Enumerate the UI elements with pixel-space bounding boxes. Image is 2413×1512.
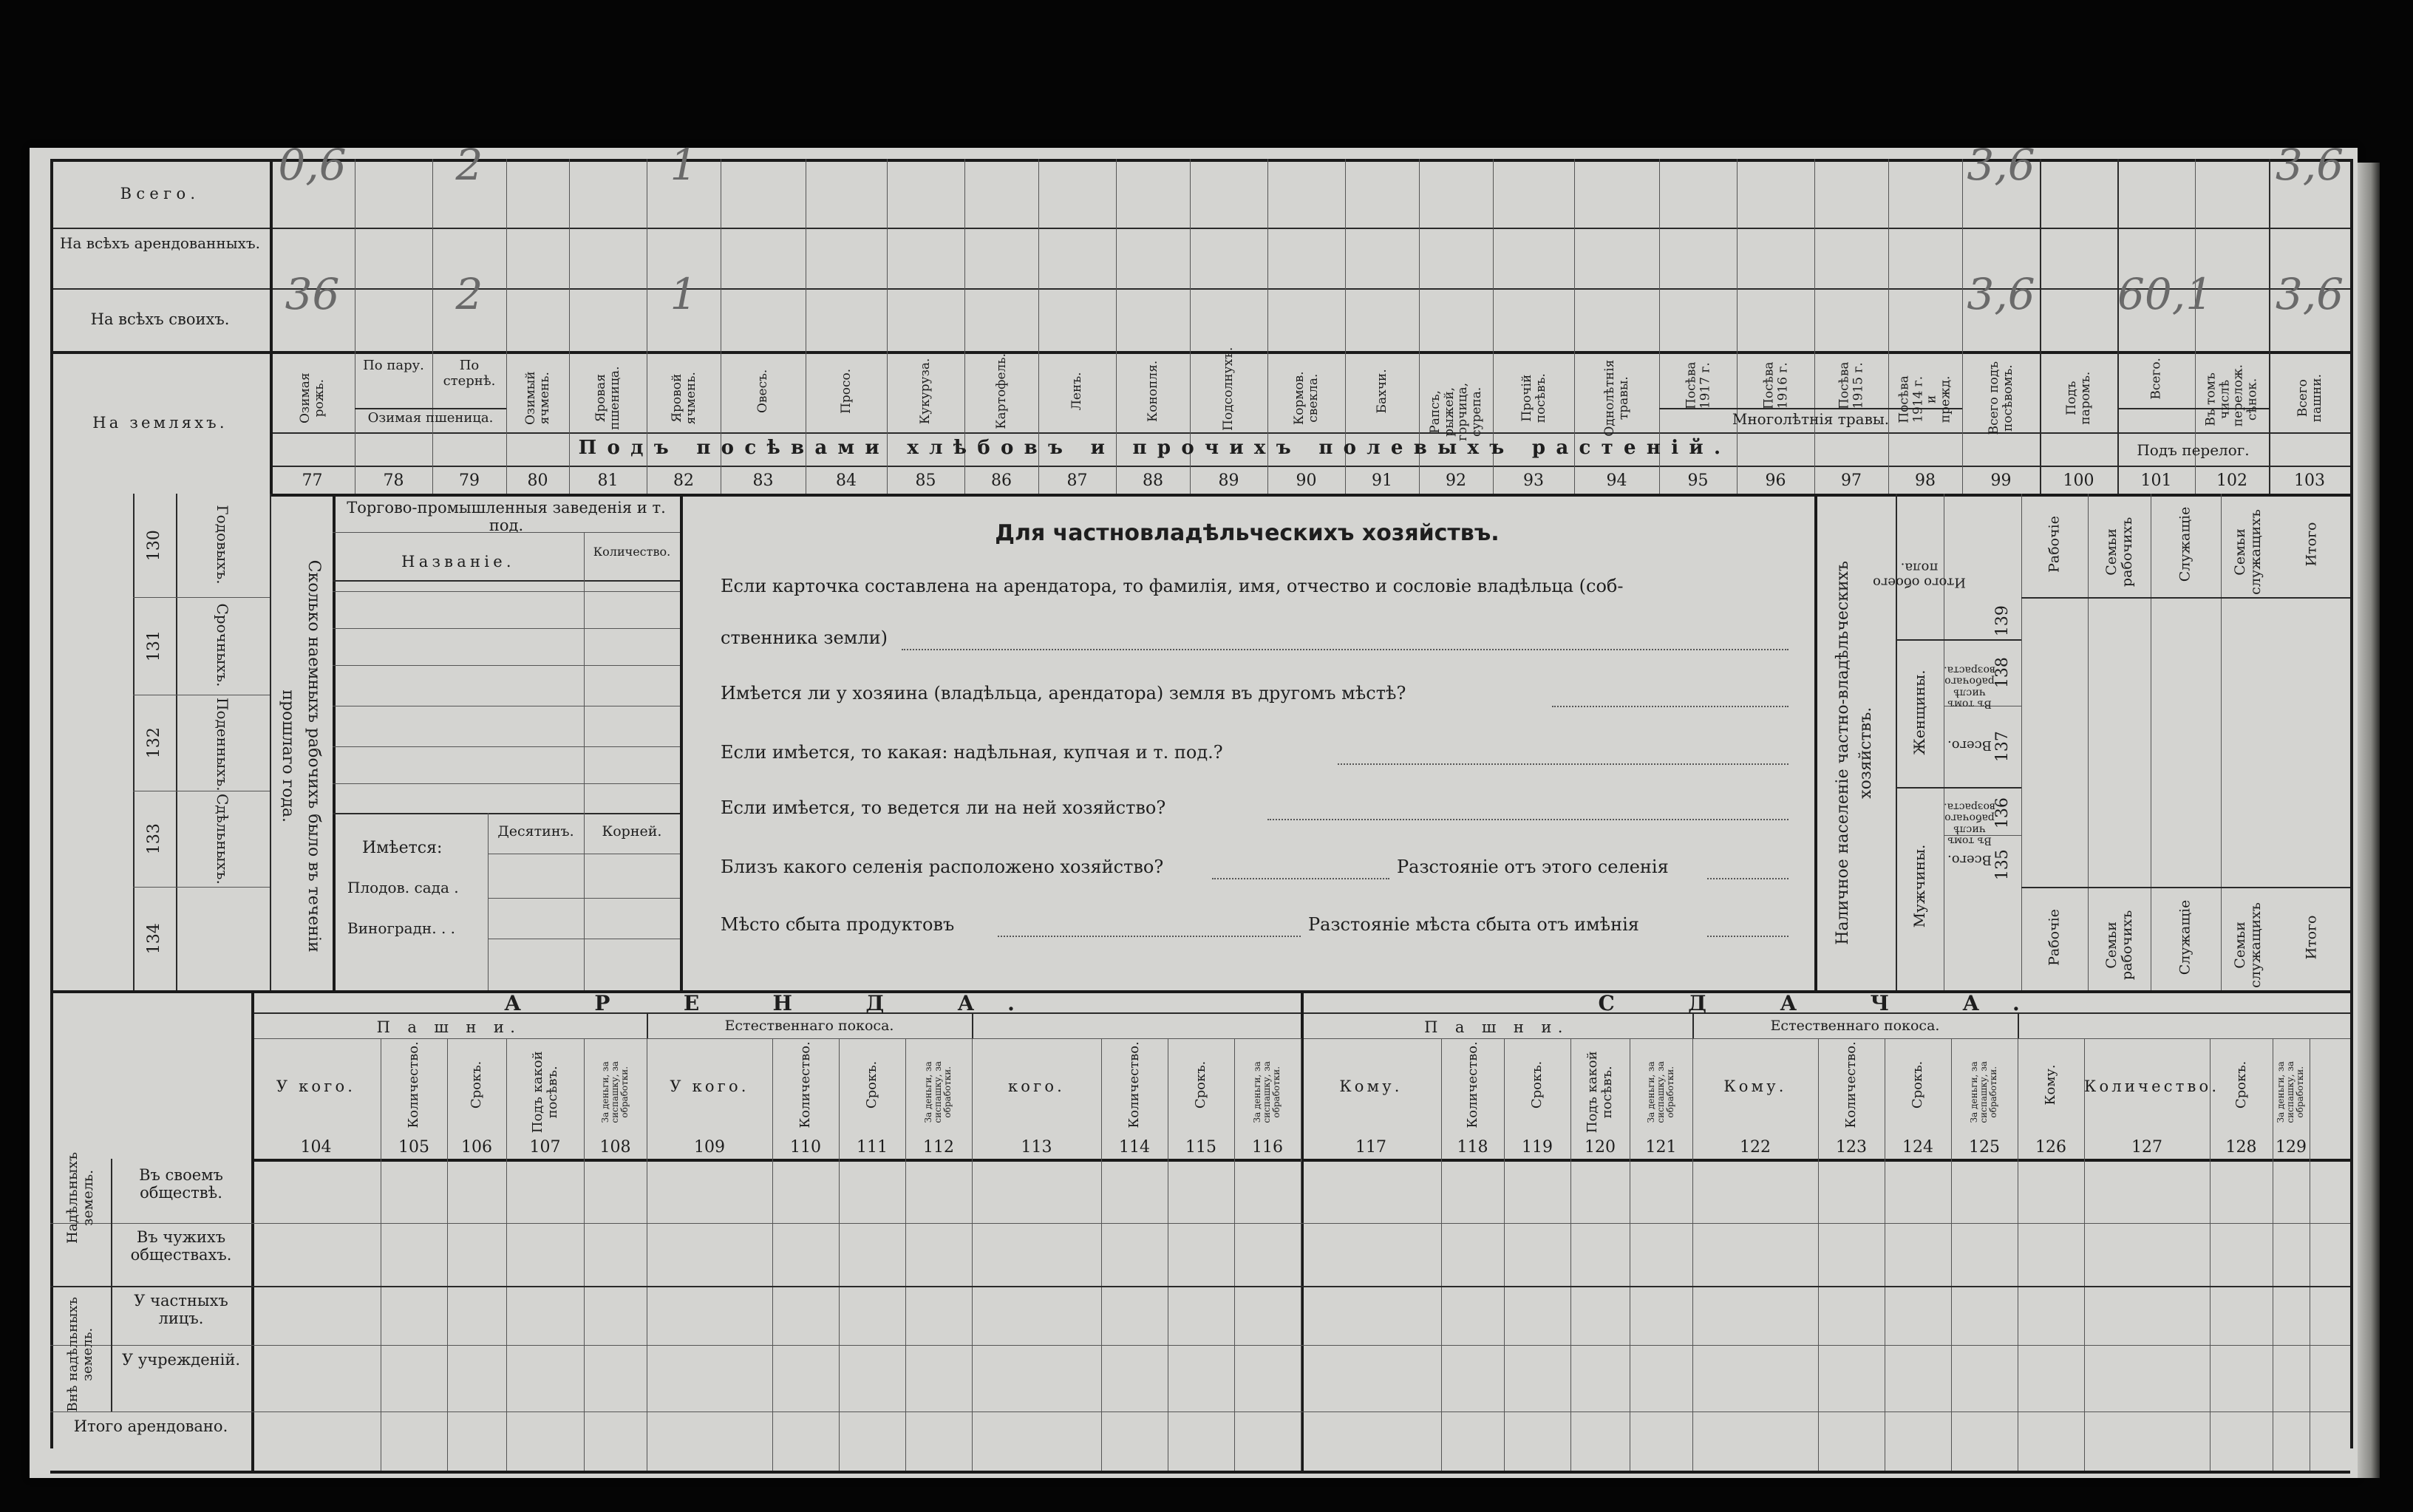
question-other-land: Имѣется ли у хозяина (владѣльца, арендатора) земля въ другомъ мѣстѣ? xyxy=(721,683,1406,704)
crop-header: Однолѣтнія травы. xyxy=(1602,359,1631,437)
column-number: 91 xyxy=(1372,471,1392,490)
rule-line xyxy=(972,1012,973,1038)
crop-header: Яровая пшеница. xyxy=(593,366,622,430)
column-number: 117 xyxy=(1355,1138,1386,1157)
crop-header: Въ томъ числѣ перелож. сѣнок. xyxy=(2203,364,2260,427)
lease-col-header: Количество. xyxy=(1464,1041,1480,1128)
lease-col-header: Подъ какой посѣвъ. xyxy=(529,1051,560,1134)
column-number: 100 xyxy=(2063,471,2094,490)
left-col-number: 130 xyxy=(144,530,163,562)
column-number: 120 xyxy=(1585,1138,1616,1157)
left-col-label: Годовыхъ. xyxy=(214,505,231,585)
rule-line xyxy=(2350,159,2353,1448)
pop-num: 136 xyxy=(1992,797,2012,829)
rule-line xyxy=(333,628,680,629)
column-number: 108 xyxy=(599,1138,631,1157)
rule-line xyxy=(2084,1038,2085,1471)
rule-line xyxy=(1814,494,1817,990)
crop-header: Овесъ. xyxy=(755,369,771,413)
pop-col-foot: Служащіе xyxy=(2177,899,2194,975)
crop-header: Посѣва 1917 г. xyxy=(1683,361,1712,409)
column-number: 94 xyxy=(1606,471,1627,490)
rule-line xyxy=(176,494,177,990)
rule-line xyxy=(2210,1038,2211,1471)
rule-line xyxy=(50,1471,2350,1474)
row-label: У учрежденій. xyxy=(121,1351,241,1369)
workers-question: Сколько наемныхъ рабочихъ было въ теченіи прошлаго года. xyxy=(279,559,324,953)
pop-rab: Въ томъ числѣ рабочаго возраста. xyxy=(1944,664,1995,710)
rule-line xyxy=(488,898,680,899)
rule-line xyxy=(2088,494,2089,990)
question-owner-cont: ственника земли) xyxy=(721,627,888,648)
rule-line xyxy=(1951,1038,1952,1471)
rule-line xyxy=(333,580,680,582)
crop-header: Посѣва 1916 г. xyxy=(1760,361,1790,409)
column-number: 98 xyxy=(1915,471,1936,490)
pop-num: 139 xyxy=(1992,605,2012,637)
question-village: Близъ какого селенія расположено хозяйство? xyxy=(721,857,1164,877)
column-number: 114 xyxy=(1119,1138,1150,1157)
rule-line xyxy=(270,466,2350,467)
sdacha-pokos: Естественнаго покоса. xyxy=(1770,1018,1940,1034)
question-market-dist: Разстояніе мѣста сбыта отъ имѣнія xyxy=(1308,914,1639,935)
fill-line xyxy=(1707,878,1789,879)
crop-header: Посѣва 1915 г. xyxy=(1837,361,1865,409)
left-col-label: Сдѣльныхъ. xyxy=(214,794,231,885)
have-desyatin: Десятинъ. xyxy=(497,823,574,840)
column-number: 119 xyxy=(1522,1138,1553,1157)
crop-header: Яровой ячмень. xyxy=(669,371,698,424)
crop-header: Подъ паромъ. xyxy=(2063,371,2093,425)
rule-line xyxy=(50,228,2350,229)
column-number: 106 xyxy=(461,1138,492,1157)
column-number: 128 xyxy=(2225,1138,2257,1157)
lease-col-header: Количество. xyxy=(2084,1077,2220,1095)
rule-line xyxy=(333,783,680,784)
rule-line xyxy=(772,1038,773,1471)
question-owner: Если карточка составлена на арендатора, то фамилія, имя, отчество и сословіе владѣльца (соб- xyxy=(721,576,1624,596)
column-number: 89 xyxy=(1218,471,1239,490)
column-number: 118 xyxy=(1457,1138,1488,1157)
lease-col-header: Срокъ. xyxy=(1529,1060,1545,1109)
crop-header: Просо. xyxy=(838,368,854,414)
column-number: 80 xyxy=(527,471,548,490)
rule-line xyxy=(2021,494,2022,990)
rule-line xyxy=(2021,597,2350,599)
fill-line xyxy=(1267,819,1789,820)
pop-col-foot: Рабочіе xyxy=(2046,909,2063,966)
handwritten-value: 3,6 xyxy=(2275,140,2344,190)
arenda-pashni: П а ш н и. xyxy=(376,1018,522,1036)
crop-header: Ленъ. xyxy=(1069,371,1085,410)
rule-line xyxy=(355,408,506,409)
lease-col-header: Количество. xyxy=(1843,1041,1859,1128)
pop-men: Мужчины. xyxy=(1910,844,1928,928)
crop-header: Бахчи. xyxy=(1374,368,1389,413)
lease-col-header: Кому. xyxy=(1723,1077,1787,1095)
rule-line xyxy=(50,1345,2350,1346)
column-number: 125 xyxy=(1969,1138,2000,1157)
question-land-type: Если имѣется, то какая: надѣльная, купчая и т. под.? xyxy=(721,742,1223,763)
rule-line xyxy=(447,1038,448,1471)
have-vinograd: Виноградн. . . xyxy=(347,919,456,937)
trade-qty-header: Количество. xyxy=(593,545,671,559)
rule-line xyxy=(50,159,53,1448)
have-label: Имѣется: xyxy=(362,839,443,857)
pop-col-head: Итого xyxy=(2303,522,2320,567)
column-number: 110 xyxy=(790,1138,821,1157)
crop-header: По стернѣ. xyxy=(443,358,496,389)
row-label-arendovannykh: На всѣхъ арендованныхъ. xyxy=(60,234,260,252)
column-number: 102 xyxy=(2216,471,2247,490)
column-number: 95 xyxy=(1687,471,1709,490)
have-korney: Корней. xyxy=(602,823,662,840)
fill-line xyxy=(1552,706,1789,707)
rule-line xyxy=(2269,159,2270,494)
crop-header: Кукуруза. xyxy=(918,358,933,424)
crop-header: Посѣва 1914 г. и прежд. xyxy=(1896,375,1953,423)
group-mnogoletnie-travy: Многолѣтнія травы. xyxy=(1732,410,1890,428)
lease-col-header: Срокъ. xyxy=(1910,1060,1926,1109)
rule-line xyxy=(333,746,680,747)
handwritten-value: 36 xyxy=(285,269,340,319)
pop-col-head: Семьи рабочихъ xyxy=(2103,517,2135,588)
rule-line xyxy=(133,597,270,598)
column-number: 109 xyxy=(694,1138,725,1157)
crop-header: Конопля. xyxy=(1145,360,1160,422)
column-number: 90 xyxy=(1296,471,1317,490)
pop-col-head: Служащіе xyxy=(2177,506,2194,582)
lease-col-header: Подъ какой посѣвъ. xyxy=(1585,1051,1615,1134)
lease-col-header: За деньги, за сиспашку, за обработки. xyxy=(599,1060,630,1123)
row-label-svoikh: На всѣхъ своихъ. xyxy=(90,310,230,328)
column-number: 88 xyxy=(1143,471,1163,490)
handwritten-value: 0,6 xyxy=(278,140,347,190)
rule-line xyxy=(270,494,2350,497)
crop-header: Прочій посѣвъ. xyxy=(1519,372,1548,423)
column-number: 111 xyxy=(857,1138,888,1157)
rule-line xyxy=(2018,1012,2019,1038)
row-label-na-zemlyakh: На земляхъ. xyxy=(92,414,228,432)
column-number: 123 xyxy=(1836,1138,1867,1157)
rule-line xyxy=(680,494,683,990)
column-number: 115 xyxy=(1185,1138,1216,1157)
column-number: 84 xyxy=(836,471,857,490)
column-number: 122 xyxy=(1740,1138,1771,1157)
crop-header: Кормов. свекла. xyxy=(1291,370,1321,425)
column-number: 81 xyxy=(597,471,619,490)
pop-women: Женщины. xyxy=(1910,670,1928,755)
question-farming: Если имѣется, то ведется ли на ней хозяйство? xyxy=(721,797,1166,818)
handwritten-value: 3,6 xyxy=(2275,269,2344,319)
column-number: 127 xyxy=(2131,1138,2162,1157)
fill-line xyxy=(1707,936,1789,937)
rule-line xyxy=(50,351,2350,354)
rule-line xyxy=(1692,1038,1693,1471)
left-col-label: Поденныхъ. xyxy=(214,698,231,791)
rule-line xyxy=(972,1038,973,1471)
row-label-itogo: Итого арендовано. xyxy=(73,1417,228,1435)
column-number: 79 xyxy=(459,471,480,490)
column-number: 97 xyxy=(1841,471,1862,490)
crop-header: Всего подъ посѣвомъ. xyxy=(1986,361,2015,435)
pop-col-foot: Семьи служащихъ xyxy=(2232,902,2264,988)
pop-col-head: Семьи служащихъ xyxy=(2232,508,2264,595)
arenda-pokos: Естественнаго покоса. xyxy=(724,1018,894,1034)
row-group-nadelnykh: Надѣльныхъ земель. xyxy=(64,1151,96,1244)
column-number: 126 xyxy=(2035,1138,2066,1157)
rule-line xyxy=(133,494,135,990)
group-ozimaya-pshenitsa: Озимая пшеница. xyxy=(367,410,494,426)
row-label-vsego: Всего. xyxy=(120,185,200,202)
rule-line xyxy=(584,1038,585,1471)
rule-line xyxy=(2040,159,2041,494)
rule-line xyxy=(133,887,270,888)
crop-header: Всего. xyxy=(2148,358,2164,400)
left-col-number: 134 xyxy=(144,923,163,955)
rule-line xyxy=(1896,787,2021,789)
column-number: 101 xyxy=(2140,471,2172,490)
rule-line xyxy=(1818,1038,1819,1471)
column-number: 83 xyxy=(752,471,774,490)
column-number: 87 xyxy=(1066,471,1088,490)
column-number: 85 xyxy=(915,471,936,490)
handwritten-value: 60,1 xyxy=(2117,269,2213,319)
private-title: Для частновладѣльческихъ хозяйствъ. xyxy=(995,520,1500,546)
rule-line xyxy=(50,1411,2350,1412)
lease-col-header: Кому. xyxy=(2043,1064,2059,1106)
rule-line xyxy=(1570,1038,1571,1471)
column-number: 99 xyxy=(1990,471,2012,490)
pop-num: 137 xyxy=(1992,731,2012,763)
rule-line xyxy=(1101,1038,1102,1471)
column-number: 104 xyxy=(300,1138,332,1157)
rule-line xyxy=(50,1223,2350,1224)
section-title-posevy: Подъ посѣвами хлѣбовъ и прочихъ полевыхъ растеній. xyxy=(578,437,1732,459)
fill-line xyxy=(998,936,1301,937)
arenda-title: А Р Е Н Д А. xyxy=(504,991,1048,1015)
column-number: 82 xyxy=(673,471,694,490)
handwritten-value: 1 xyxy=(670,140,698,190)
rule-line xyxy=(50,1286,2350,1287)
lease-col-header: Срокъ. xyxy=(1193,1060,1209,1109)
left-col-number: 132 xyxy=(144,727,163,759)
lease-col-header: Срокъ. xyxy=(2233,1060,2249,1109)
rule-line xyxy=(333,532,680,533)
lease-col-header: У кого. xyxy=(670,1077,749,1095)
row-label: Въ чужихъ обществахъ. xyxy=(130,1228,232,1264)
left-col-number: 131 xyxy=(144,630,163,662)
crop-header: По пару. xyxy=(363,358,424,373)
question-village-dist: Разстояніе отъ этого селенія xyxy=(1397,857,1669,877)
lease-col-header: Количество. xyxy=(406,1041,422,1128)
column-number: 124 xyxy=(1902,1138,1933,1157)
have-sad: Плодов. сада . xyxy=(347,879,459,896)
fill-line xyxy=(1212,878,1389,879)
column-number: 112 xyxy=(923,1138,954,1157)
lease-col-header: кого. xyxy=(1007,1077,1066,1095)
crop-header: Всего пашни. xyxy=(2295,373,2324,422)
rule-line xyxy=(905,1038,906,1471)
column-number: 121 xyxy=(1645,1138,1677,1157)
lease-col-header: Срокъ. xyxy=(469,1060,485,1109)
pop-col-foot: Семьи рабочихъ xyxy=(2103,910,2135,981)
row-label: Въ своемъ обществѣ. xyxy=(139,1166,223,1202)
rule-line xyxy=(1441,1038,1442,1471)
column-number: 107 xyxy=(529,1138,561,1157)
column-number: 96 xyxy=(1765,471,1786,490)
handwritten-value: 3,6 xyxy=(1967,269,2035,319)
lease-col-header: За деньги, за сиспашку, за обработки. xyxy=(1969,1060,1999,1123)
lease-col-header: За деньги, за сиспашку, за обработки. xyxy=(923,1060,953,1123)
column-number: 116 xyxy=(1252,1138,1283,1157)
rule-line xyxy=(584,532,585,813)
group-pod-perelog: Подъ перелог. xyxy=(2137,441,2250,459)
handwritten-value: 2 xyxy=(455,140,483,190)
sdacha-title: С Д А Ч А. xyxy=(1598,991,2053,1015)
handwritten-value: 2 xyxy=(455,269,483,319)
rule-line xyxy=(333,591,680,592)
column-number: 103 xyxy=(2294,471,2325,490)
lease-col-header: Количество. xyxy=(797,1041,814,1128)
rule-line xyxy=(270,494,271,990)
column-number: 129 xyxy=(2276,1138,2307,1157)
crop-header: Рапсъ, рыжей, горчица, сурепа. xyxy=(1427,382,1484,441)
column-number: 113 xyxy=(1021,1138,1052,1157)
crop-header: Картофель. xyxy=(993,353,1009,429)
pop-vsego: Всего. xyxy=(1947,851,1992,868)
column-number: 77 xyxy=(302,471,323,490)
handwritten-value: 1 xyxy=(670,269,698,319)
lease-col-header: Кому. xyxy=(1339,1077,1403,1095)
rule-line xyxy=(1234,1038,1235,1471)
crop-header: Озимый ячмень. xyxy=(523,370,552,425)
pop-col-foot: Итого xyxy=(2303,915,2320,960)
lease-col-header: За деньги, за сиспашку, за обработки. xyxy=(1645,1060,1676,1123)
rule-line xyxy=(506,1038,507,1471)
pop-vsego: Всего. xyxy=(1947,737,1992,753)
column-number: 78 xyxy=(383,471,404,490)
lease-col-header: У кого. xyxy=(276,1077,356,1095)
rule-line xyxy=(1504,1038,1505,1471)
crop-header: Озимая рожь. xyxy=(297,372,327,423)
pop-num: 135 xyxy=(1992,849,2012,881)
handwritten-value: 3,6 xyxy=(1967,140,2035,190)
sdacha-pashni: П а ш н и. xyxy=(1424,1018,1569,1036)
pop-itogo: Итого обоего пола. xyxy=(1873,559,1966,590)
column-number: 105 xyxy=(398,1138,429,1157)
lease-col-header: Количество. xyxy=(1126,1041,1143,1128)
rule-line xyxy=(251,990,254,1471)
pop-num: 138 xyxy=(1992,657,2012,689)
rule-line xyxy=(2021,887,2350,888)
fill-line xyxy=(902,649,1789,650)
column-number: 93 xyxy=(1523,471,1544,490)
crop-header: Подсолнухъ. xyxy=(1221,347,1236,431)
pop-col-head: Рабочіе xyxy=(2046,516,2063,573)
left-col-number: 133 xyxy=(144,823,163,855)
rule-line xyxy=(333,813,680,814)
rule-line xyxy=(333,665,680,666)
rule-line xyxy=(2221,494,2222,990)
rule-line xyxy=(839,1038,840,1471)
column-number: 92 xyxy=(1446,471,1466,490)
population-title: Наличное населеніе частно-владѣльческихъ хозяйствъ. xyxy=(1834,560,1875,945)
row-group-vne: Внѣ надѣльныхъ земель. xyxy=(65,1296,95,1412)
lease-col-header: Срокъ. xyxy=(864,1060,880,1109)
row-label: У частныхъ лицъ. xyxy=(134,1292,228,1328)
question-market: Мѣсто сбыта продуктовъ xyxy=(721,914,955,935)
pop-rab: Въ томъ числѣ рабочаго возраста. xyxy=(1944,800,1995,847)
fill-line xyxy=(1338,763,1789,765)
lease-col-header: За деньги, за сиспашку, за обработки. xyxy=(2276,1060,2306,1123)
lease-col-header: За деньги, за сиспашку, за обработки. xyxy=(1252,1060,1282,1123)
column-number: 86 xyxy=(991,471,1012,490)
trade-header: Торгово-промышленныя заведенія и т. под. xyxy=(347,499,666,535)
left-col-label: Срочныхъ. xyxy=(214,603,231,687)
trade-name-header: Названіе. xyxy=(401,553,515,571)
